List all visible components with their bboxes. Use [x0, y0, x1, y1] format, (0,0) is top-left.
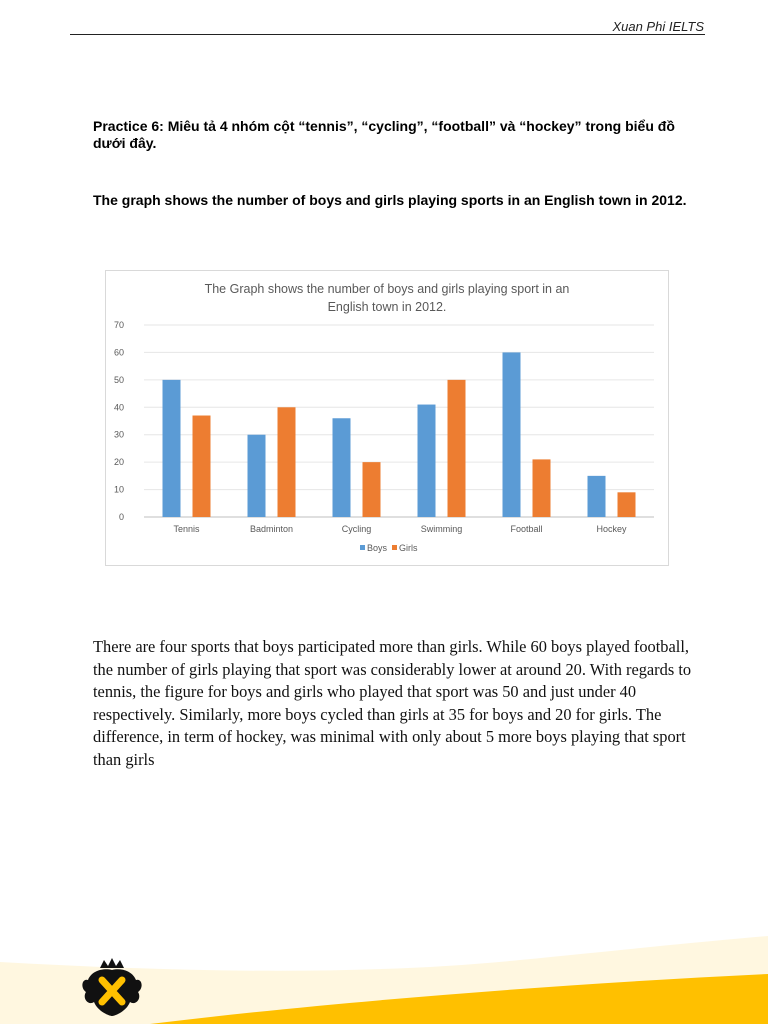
bar-boys-football	[503, 352, 521, 517]
y-tick-label: 70	[113, 320, 124, 330]
chart-grid	[144, 325, 654, 517]
y-tick-label: 0	[118, 512, 124, 522]
legend-label-girls: Girls	[399, 543, 418, 553]
chart-legend	[360, 543, 418, 553]
x-tick-label: Swimming	[420, 524, 463, 534]
bar-boys-cycling	[333, 418, 351, 517]
chart-title	[205, 282, 570, 314]
bar-boys-hockey	[588, 476, 606, 517]
x-tick-label: Tennis	[173, 524, 200, 534]
x-axis-ticks	[173, 524, 627, 534]
crowned-x-shield-logo-icon	[80, 958, 144, 1018]
x-tick-label: Cycling	[341, 524, 372, 534]
header-rule	[70, 34, 705, 35]
bar-girls-badminton	[278, 407, 296, 517]
bar-girls-cycling	[363, 462, 381, 517]
legend-swatch-girls	[392, 545, 397, 550]
bar-boys-swimming	[418, 405, 436, 517]
bar-boys-badminton	[248, 435, 266, 517]
y-tick-label: 10	[113, 484, 124, 495]
chart-description: The graph shows the number of boys and girls playing sports in an English town in 2012.	[93, 192, 687, 208]
legend-swatch-boys	[360, 545, 365, 550]
x-tick-label: Football	[510, 524, 543, 534]
y-axis-ticks	[114, 320, 124, 522]
bar-chart-svg	[106, 271, 668, 565]
practice-prompt: Practice 6: Miêu tả 4 nhóm cột “tennis”, “cycling”, “football” và “hockey” trong biểu đồ dưới đây.	[93, 118, 675, 151]
bar-girls-hockey	[618, 492, 636, 517]
y-tick-label: 50	[113, 374, 124, 385]
y-tick-label: 40	[113, 402, 124, 413]
chart-title-line: The Graph shows the number of boys and girls playing sport in an	[204, 282, 570, 296]
y-tick-label: 30	[113, 429, 124, 440]
bar-girls-football	[533, 459, 551, 517]
header-brand: Xuan Phi IELTS	[612, 19, 704, 34]
chart	[105, 270, 669, 566]
y-tick-label: 60	[113, 347, 124, 358]
bar-girls-tennis	[193, 416, 211, 517]
bar-girls-swimming	[448, 380, 466, 517]
x-tick-label: Hockey	[596, 524, 627, 534]
x-tick-label: Badminton	[249, 524, 294, 534]
answer-paragraph: There are four sports that boys participated more than girls. While 60 boys played football, the number of girls playing that sport was considerably lower at around 20. With regards to tennis, the figure for boys and girls who played that sport was 50 and just under 40 respectively. Similarly, more boys cycled than girls at 35 for boys and 20 for girls. The difference, in term of hockey, was minimal with only about 5 more boys playing that sport than girls	[93, 637, 692, 769]
legend-label-boys: Boys	[367, 543, 388, 553]
y-tick-label: 20	[113, 457, 124, 468]
chart-title-line: English town in 2012.	[327, 300, 447, 314]
bar-boys-tennis	[163, 380, 181, 517]
